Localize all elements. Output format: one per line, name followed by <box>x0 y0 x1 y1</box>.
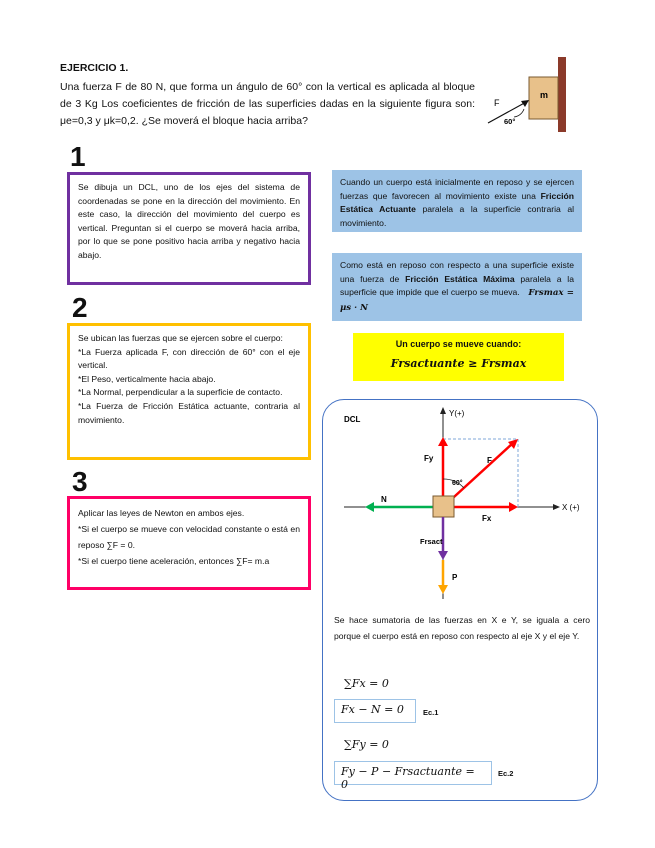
angle-label: 60° <box>504 117 516 126</box>
normal-label: N <box>381 495 387 504</box>
max-friction-formula: Frsmax = μs · N <box>340 288 575 313</box>
sum-y: ∑Fy = 0 <box>344 738 389 751</box>
move-condition-box <box>353 333 564 381</box>
step-2-item: *La Fuerza de Fricción Estática actuante, contraria al movimiento. <box>78 400 300 425</box>
equation-2-label: Ec.2 <box>498 769 514 778</box>
step-3-number: 3 <box>72 466 88 497</box>
info1-bold: Fricción Estática Actuante <box>340 190 574 215</box>
x-axis-arrow <box>553 504 560 510</box>
force-arrowhead <box>521 100 529 107</box>
exercise-statement: Una fuerza F de 80 N, que forma un ángulo de 60° con la vertical es aplicada al bloque de 3 Kg Los coeficientes de fricción de las superficies dadas en la siguiente figura son: μe=0,3 y μk=0,2. ¿Se moverá el bloque hacia arriba? <box>60 81 475 127</box>
angle-arc <box>514 109 524 117</box>
y-axis-arrow <box>440 407 446 414</box>
fy-label: Fy <box>424 454 434 463</box>
dcl-block <box>433 496 454 517</box>
step-3-line: Aplicar las leyes de Newton en ambos ejes. <box>78 508 245 518</box>
info2-bold: Fricción Estática Máxima <box>405 273 515 284</box>
step-1-box <box>67 172 311 285</box>
weight-label: P <box>452 573 458 582</box>
step-3-line: *Si el cuerpo se mueve con velocidad constante o está en reposo ∑F = 0. <box>78 524 300 550</box>
fx-arrowhead <box>509 502 518 512</box>
step-1-text: Se dibuja un DCL, uno de los ejes del sistema de coordenadas se pone en la dirección del movimiento. En este caso, la dirección del movimiento del cuerpo es vertical. Preguntan si el cuerpo se moverá hacia arriba, por lo que se pone positivo hacia arriba y negativo hacia abajo. <box>78 182 300 260</box>
block-label: m <box>540 90 549 100</box>
info2-text-end: paralela a la superficie que impide que el cuerpo se mueva. <box>340 273 574 298</box>
friction-label: Frsact <box>420 537 443 546</box>
f-label: F <box>487 456 492 465</box>
step-2-box <box>67 323 311 460</box>
step-2-item: *La Normal, perpendicular a la superficie de contacto. <box>78 387 283 398</box>
problem-figure <box>484 57 584 132</box>
step-3-box <box>67 496 311 590</box>
sum-x: ∑Fx = 0 <box>344 677 389 690</box>
dcl-explanation: Se hace sumatoria de las fuerzas en X e Y, se iguala a cero porque el cuerpo está en reposo con respecto al eje X y el eje Y. <box>334 615 590 641</box>
fx-label: Fx <box>482 514 492 523</box>
dcl-angle-label: 60° <box>452 480 463 487</box>
x-axis-label: X (+) <box>562 503 580 512</box>
friction-arrowhead <box>438 551 448 560</box>
step-2-item: *El Peso, verticalmente hacia abajo. <box>78 373 216 384</box>
exercise-title: EJERCICIO 1. <box>60 62 129 74</box>
step-2-intro: Se ubican las fuerzas que se ejercen sobre el cuerpo: <box>78 333 283 343</box>
weight-arrowhead <box>438 585 448 594</box>
equation-2: Fy − P − Frsactuante = 0 <box>334 761 492 785</box>
fy-arrowhead <box>438 437 448 446</box>
free-body-diagram <box>322 399 598 599</box>
normal-arrowhead <box>365 502 374 512</box>
condition-formula: Frsactuante ≥ Frsmax <box>390 357 527 370</box>
max-friction-info <box>332 253 582 321</box>
y-axis-label: Y(+) <box>449 409 465 418</box>
force-label: F <box>494 98 500 108</box>
info1-text: Cuando un cuerpo está inicialmente en reposo y se ejercen fuerzas que favorecen al movimiento existe una <box>340 177 574 201</box>
step-2-item: *La Fuerza aplicada F, con dirección de 60° con el eje vertical. <box>78 346 300 371</box>
dcl-title: DCL <box>344 415 361 424</box>
static-friction-info <box>332 170 582 232</box>
step-1-number: 1 <box>70 141 86 172</box>
info1-text-end: paralela a la superficie contraria al movimiento. <box>340 204 575 228</box>
wall <box>558 57 566 132</box>
step-2-number: 2 <box>72 292 88 323</box>
step-3-line: *Si el cuerpo tiene aceleración, entonces ∑F= m.a <box>78 556 270 566</box>
equation-1: Fx − N = 0 <box>334 699 416 723</box>
equation-1-label: Ec.1 <box>423 708 439 717</box>
condition-title: Un cuerpo se mueve cuando: <box>395 339 522 349</box>
info2-text: Como está en reposo con respecto a una superficie existe una fuerza de <box>340 260 574 284</box>
